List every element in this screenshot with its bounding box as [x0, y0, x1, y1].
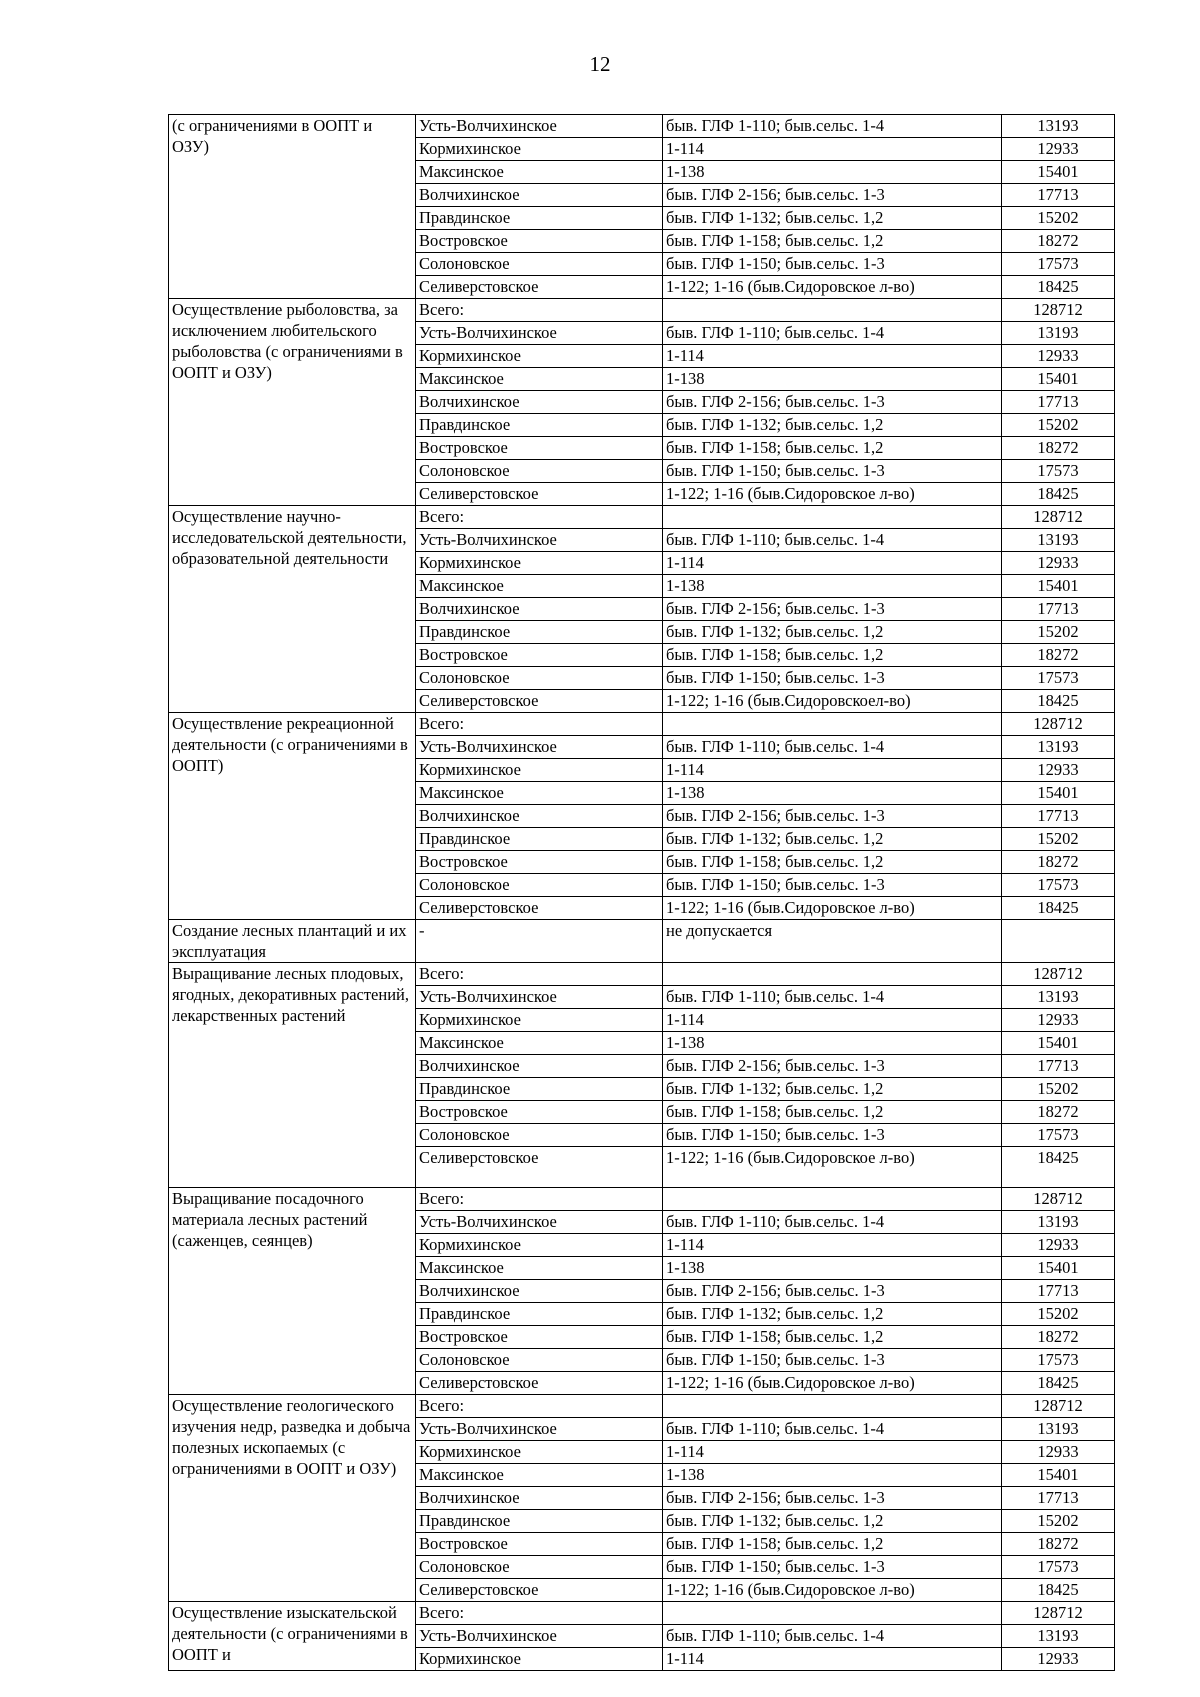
area-cell: 18425: [1002, 897, 1115, 920]
quarters-cell: 1-122; 1-16 (быв.Сидоровское л-во): [663, 1147, 1002, 1188]
area-cell: 17573: [1002, 460, 1115, 483]
quarters-cell: [663, 713, 1002, 736]
area-cell: 15202: [1002, 1510, 1115, 1533]
table-row: [169, 1188, 1115, 1211]
area-cell: 18425: [1002, 1372, 1115, 1395]
forestry-cell: Востровское: [416, 1533, 663, 1556]
area-cell: 15401: [1002, 1257, 1115, 1280]
quarters-cell: быв. ГЛФ 1-158; быв.сельс. 1,2: [663, 644, 1002, 667]
forestry-cell: -: [416, 920, 663, 963]
area-cell: 13193: [1002, 736, 1115, 759]
quarters-cell: быв. ГЛФ 1-158; быв.сельс. 1,2: [663, 437, 1002, 460]
forestry-cell: Усть-Волчихинское: [416, 1418, 663, 1441]
quarters-cell: 1-114: [663, 759, 1002, 782]
area-cell: 17573: [1002, 667, 1115, 690]
forestry-cell: Волчихинское: [416, 598, 663, 621]
quarters-cell: быв. ГЛФ 1-110; быв.сельс. 1-4: [663, 1625, 1002, 1648]
forestry-cell: Селиверстовское: [416, 897, 663, 920]
forestry-cell: Волчихинское: [416, 1055, 663, 1078]
forestry-cell: Усть-Волчихинское: [416, 1211, 663, 1234]
quarters-cell: быв. ГЛФ 1-110; быв.сельс. 1-4: [663, 736, 1002, 759]
quarters-cell: быв. ГЛФ 1-150; быв.сельс. 1-3: [663, 1556, 1002, 1579]
area-cell: 18272: [1002, 1101, 1115, 1124]
area-cell: 17713: [1002, 1487, 1115, 1510]
quarters-cell: быв. ГЛФ 1-110; быв.сельс. 1-4: [663, 986, 1002, 1009]
forestry-cell: Всего:: [416, 506, 663, 529]
category-cell: Осуществление изыскательской деятельности (с ограничениями в ООПТ и: [169, 1602, 416, 1671]
area-cell: 18425: [1002, 483, 1115, 506]
forestry-cell: Солоновское: [416, 874, 663, 897]
forestry-cell: Максинское: [416, 575, 663, 598]
quarters-cell: быв. ГЛФ 1-150; быв.сельс. 1-3: [663, 1349, 1002, 1372]
forestry-cell: Всего:: [416, 963, 663, 986]
forestry-cell: Усть-Волчихинское: [416, 115, 663, 138]
area-cell: 17713: [1002, 1055, 1115, 1078]
quarters-cell: 1-114: [663, 138, 1002, 161]
quarters-cell: быв. ГЛФ 1-132; быв.сельс. 1,2: [663, 207, 1002, 230]
area-cell: 13193: [1002, 529, 1115, 552]
forestry-cell: Селиверстовское: [416, 483, 663, 506]
forestry-cell: Востровское: [416, 437, 663, 460]
forestry-cell: Кормихинское: [416, 138, 663, 161]
category-cell: Выращивание лесных плодовых, ягодных, декоративных растений, лекарственных растений: [169, 963, 416, 1188]
forestry-cell: Максинское: [416, 161, 663, 184]
forestry-cell: Селиверстовское: [416, 1372, 663, 1395]
quarters-cell: 1-114: [663, 1234, 1002, 1257]
area-cell: 128712: [1002, 506, 1115, 529]
forestry-cell: Кормихинское: [416, 1234, 663, 1257]
forestry-cell: Востровское: [416, 1326, 663, 1349]
table-row: [169, 1395, 1115, 1418]
forestry-cell: Всего:: [416, 299, 663, 322]
forestry-cell: Волчихинское: [416, 805, 663, 828]
area-cell: 128712: [1002, 299, 1115, 322]
forestry-cell: Усть-Волчихинское: [416, 736, 663, 759]
quarters-cell: быв. ГЛФ 1-150; быв.сельс. 1-3: [663, 1124, 1002, 1147]
quarters-cell: быв. ГЛФ 1-132; быв.сельс. 1,2: [663, 1510, 1002, 1533]
quarters-cell: 1-122; 1-16 (быв.Сидоровское л-во): [663, 483, 1002, 506]
area-cell: 17573: [1002, 874, 1115, 897]
area-cell: 13193: [1002, 1625, 1115, 1648]
forestry-cell: Солоновское: [416, 1556, 663, 1579]
forestry-cell: Усть-Волчихинское: [416, 1625, 663, 1648]
area-cell: 17573: [1002, 1349, 1115, 1372]
area-cell: 18425: [1002, 690, 1115, 713]
category-cell: Осуществление рекреационной деятельности (с ограничениями в ООПТ): [169, 713, 416, 920]
area-cell: 13193: [1002, 115, 1115, 138]
forest-use-table: [168, 114, 1115, 1671]
quarters-cell: быв. ГЛФ 1-150; быв.сельс. 1-3: [663, 667, 1002, 690]
quarters-cell: 1-114: [663, 345, 1002, 368]
quarters-cell: быв. ГЛФ 1-158; быв.сельс. 1,2: [663, 851, 1002, 874]
forestry-cell: Востровское: [416, 230, 663, 253]
area-cell: 18425: [1002, 1147, 1115, 1188]
table-row: [169, 920, 1115, 963]
area-cell: 15401: [1002, 1464, 1115, 1487]
area-cell: 17713: [1002, 184, 1115, 207]
quarters-cell: не допускается: [663, 920, 1002, 963]
forestry-cell: Усть-Волчихинское: [416, 986, 663, 1009]
forestry-cell: Всего:: [416, 1602, 663, 1625]
area-cell: 15202: [1002, 1078, 1115, 1101]
area-cell: 18272: [1002, 851, 1115, 874]
area-cell: 13193: [1002, 1418, 1115, 1441]
forestry-cell: Кормихинское: [416, 1009, 663, 1032]
quarters-cell: быв. ГЛФ 1-110; быв.сельс. 1-4: [663, 1211, 1002, 1234]
quarters-cell: быв. ГЛФ 1-158; быв.сельс. 1,2: [663, 230, 1002, 253]
page-number: 12: [589, 52, 611, 76]
forestry-cell: Востровское: [416, 1101, 663, 1124]
area-cell: 12933: [1002, 1009, 1115, 1032]
forestry-cell: Максинское: [416, 1464, 663, 1487]
forestry-cell: Селиверстовское: [416, 276, 663, 299]
forestry-cell: Усть-Волчихинское: [416, 529, 663, 552]
quarters-cell: быв. ГЛФ 2-156; быв.сельс. 1-3: [663, 1280, 1002, 1303]
forestry-cell: Селиверстовское: [416, 690, 663, 713]
category-cell: (с ограничениями в ООПТ и ОЗУ): [169, 115, 416, 299]
table-row: [169, 506, 1115, 529]
forestry-cell: Солоновское: [416, 1349, 663, 1372]
quarters-cell: 1-122; 1-16 (быв.Сидоровское л-во): [663, 1579, 1002, 1602]
forestry-cell: Правдинское: [416, 1510, 663, 1533]
quarters-cell: быв. ГЛФ 2-156; быв.сельс. 1-3: [663, 598, 1002, 621]
forestry-cell: Правдинское: [416, 1078, 663, 1101]
quarters-cell: быв. ГЛФ 1-110; быв.сельс. 1-4: [663, 529, 1002, 552]
quarters-cell: быв. ГЛФ 2-156; быв.сельс. 1-3: [663, 391, 1002, 414]
area-cell: 12933: [1002, 1441, 1115, 1464]
area-cell: 12933: [1002, 552, 1115, 575]
quarters-cell: 1-138: [663, 368, 1002, 391]
forestry-cell: Кормихинское: [416, 759, 663, 782]
area-cell: 18425: [1002, 276, 1115, 299]
quarters-cell: 1-114: [663, 552, 1002, 575]
quarters-cell: 1-122; 1-16 (быв.Сидоровское л-во): [663, 897, 1002, 920]
forestry-cell: Правдинское: [416, 828, 663, 851]
area-cell: 12933: [1002, 759, 1115, 782]
forestry-cell: Усть-Волчихинское: [416, 322, 663, 345]
forestry-cell: Максинское: [416, 1257, 663, 1280]
quarters-cell: 1-122; 1-16 (быв.Сидоровскоел-во): [663, 690, 1002, 713]
quarters-cell: быв. ГЛФ 1-132; быв.сельс. 1,2: [663, 828, 1002, 851]
area-cell: 15202: [1002, 207, 1115, 230]
forestry-cell: Правдинское: [416, 414, 663, 437]
quarters-cell: быв. ГЛФ 1-110; быв.сельс. 1-4: [663, 322, 1002, 345]
category-cell: Осуществление научно-исследовательской деятельности, образовательной деятельности: [169, 506, 416, 713]
quarters-cell: быв. ГЛФ 2-156; быв.сельс. 1-3: [663, 805, 1002, 828]
forestry-cell: Максинское: [416, 368, 663, 391]
area-cell: 13193: [1002, 322, 1115, 345]
area-cell: 17573: [1002, 1124, 1115, 1147]
area-cell: 12933: [1002, 138, 1115, 161]
forestry-cell: Максинское: [416, 782, 663, 805]
area-cell: 15401: [1002, 1032, 1115, 1055]
forestry-cell: Максинское: [416, 1032, 663, 1055]
quarters-cell: 1-114: [663, 1009, 1002, 1032]
quarters-cell: [663, 963, 1002, 986]
area-cell: 17713: [1002, 1280, 1115, 1303]
forestry-cell: Селиверстовское: [416, 1147, 663, 1188]
area-cell: 17713: [1002, 391, 1115, 414]
quarters-cell: 1-114: [663, 1441, 1002, 1464]
area-cell: 18272: [1002, 230, 1115, 253]
area-cell: 17573: [1002, 1556, 1115, 1579]
forestry-cell: Солоновское: [416, 253, 663, 276]
area-cell: 15401: [1002, 368, 1115, 391]
quarters-cell: быв. ГЛФ 1-158; быв.сельс. 1,2: [663, 1533, 1002, 1556]
area-cell: 128712: [1002, 1188, 1115, 1211]
category-cell: Осуществление геологического изучения недр, разведка и добыча полезных ископаемых (с ограничениями в ООПТ и ОЗУ): [169, 1395, 416, 1602]
area-cell: 15202: [1002, 1303, 1115, 1326]
quarters-cell: 1-138: [663, 161, 1002, 184]
forestry-cell: Волчихинское: [416, 1280, 663, 1303]
quarters-cell: 1-138: [663, 1257, 1002, 1280]
area-cell: 128712: [1002, 713, 1115, 736]
forestry-cell: Правдинское: [416, 1303, 663, 1326]
area-cell: 18272: [1002, 644, 1115, 667]
forestry-cell: Кормихинское: [416, 345, 663, 368]
table-row: [169, 1602, 1115, 1625]
forestry-cell: Кормихинское: [416, 1441, 663, 1464]
forestry-cell: Всего:: [416, 713, 663, 736]
forestry-cell: Кормихинское: [416, 552, 663, 575]
quarters-cell: 1-114: [663, 1648, 1002, 1671]
area-cell: 18272: [1002, 1326, 1115, 1349]
forestry-cell: Солоновское: [416, 460, 663, 483]
quarters-cell: быв. ГЛФ 1-132; быв.сельс. 1,2: [663, 414, 1002, 437]
quarters-cell: быв. ГЛФ 1-132; быв.сельс. 1,2: [663, 1303, 1002, 1326]
area-cell: 17713: [1002, 805, 1115, 828]
area-cell: 15401: [1002, 575, 1115, 598]
quarters-cell: быв. ГЛФ 1-158; быв.сельс. 1,2: [663, 1101, 1002, 1124]
area-cell: 15202: [1002, 621, 1115, 644]
quarters-cell: [663, 1602, 1002, 1625]
area-cell: 15202: [1002, 828, 1115, 851]
forestry-cell: Правдинское: [416, 621, 663, 644]
area-cell: 12933: [1002, 345, 1115, 368]
area-cell: 18272: [1002, 437, 1115, 460]
category-cell: Осуществление рыболовства, за исключением любительского рыболовства (с ограничениями в ООПТ и ОЗУ): [169, 299, 416, 506]
area-cell: 17573: [1002, 253, 1115, 276]
category-cell: Выращивание посадочного материала лесных растений (саженцев, сеянцев): [169, 1188, 416, 1395]
forestry-cell: Всего:: [416, 1188, 663, 1211]
area-cell: 15401: [1002, 782, 1115, 805]
quarters-cell: [663, 299, 1002, 322]
area-cell: 15401: [1002, 161, 1115, 184]
quarters-cell: быв. ГЛФ 1-150; быв.сельс. 1-3: [663, 460, 1002, 483]
table-row: [169, 713, 1115, 736]
quarters-cell: быв. ГЛФ 2-156; быв.сельс. 1-3: [663, 184, 1002, 207]
quarters-cell: быв. ГЛФ 1-150; быв.сельс. 1-3: [663, 874, 1002, 897]
area-cell: 13193: [1002, 986, 1115, 1009]
quarters-cell: [663, 1395, 1002, 1418]
quarters-cell: быв. ГЛФ 1-132; быв.сельс. 1,2: [663, 621, 1002, 644]
table-row: [169, 299, 1115, 322]
quarters-cell: быв. ГЛФ 1-150; быв.сельс. 1-3: [663, 253, 1002, 276]
area-cell: 128712: [1002, 963, 1115, 986]
area-cell: 17713: [1002, 598, 1115, 621]
quarters-cell: 1-138: [663, 782, 1002, 805]
area-cell: 128712: [1002, 1395, 1115, 1418]
forestry-cell: Селиверстовское: [416, 1579, 663, 1602]
quarters-cell: 1-138: [663, 1032, 1002, 1055]
table-row: [169, 115, 1115, 138]
quarters-cell: быв. ГЛФ 2-156; быв.сельс. 1-3: [663, 1055, 1002, 1078]
quarters-cell: быв. ГЛФ 1-110; быв.сельс. 1-4: [663, 115, 1002, 138]
forestry-cell: Волчихинское: [416, 1487, 663, 1510]
quarters-cell: 1-122; 1-16 (быв.Сидоровское л-во): [663, 1372, 1002, 1395]
category-cell: Создание лесных плантаций и их эксплуатация: [169, 920, 416, 963]
quarters-cell: [663, 1188, 1002, 1211]
forestry-cell: Востровское: [416, 644, 663, 667]
quarters-cell: [663, 506, 1002, 529]
area-cell: 13193: [1002, 1211, 1115, 1234]
quarters-cell: быв. ГЛФ 1-110; быв.сельс. 1-4: [663, 1418, 1002, 1441]
area-cell: 12933: [1002, 1234, 1115, 1257]
quarters-cell: быв. ГЛФ 1-158; быв.сельс. 1,2: [663, 1326, 1002, 1349]
forestry-cell: Востровское: [416, 851, 663, 874]
area-cell: 12933: [1002, 1648, 1115, 1671]
table-row: [169, 963, 1115, 986]
forestry-cell: Солоновское: [416, 667, 663, 690]
forestry-cell: Всего:: [416, 1395, 663, 1418]
area-cell: 128712: [1002, 1602, 1115, 1625]
area-cell: 18272: [1002, 1533, 1115, 1556]
area-cell: 18425: [1002, 1579, 1115, 1602]
quarters-cell: 1-138: [663, 575, 1002, 598]
quarters-cell: быв. ГЛФ 2-156; быв.сельс. 1-3: [663, 1487, 1002, 1510]
forestry-cell: Волчихинское: [416, 391, 663, 414]
forestry-cell: Волчихинское: [416, 184, 663, 207]
area-cell: 15202: [1002, 414, 1115, 437]
quarters-cell: 1-122; 1-16 (быв.Сидоровское л-во): [663, 276, 1002, 299]
area-cell: [1002, 920, 1115, 963]
forestry-cell: Правдинское: [416, 207, 663, 230]
quarters-cell: 1-138: [663, 1464, 1002, 1487]
forestry-cell: Солоновское: [416, 1124, 663, 1147]
quarters-cell: быв. ГЛФ 1-132; быв.сельс. 1,2: [663, 1078, 1002, 1101]
forestry-cell: Кормихинское: [416, 1648, 663, 1671]
